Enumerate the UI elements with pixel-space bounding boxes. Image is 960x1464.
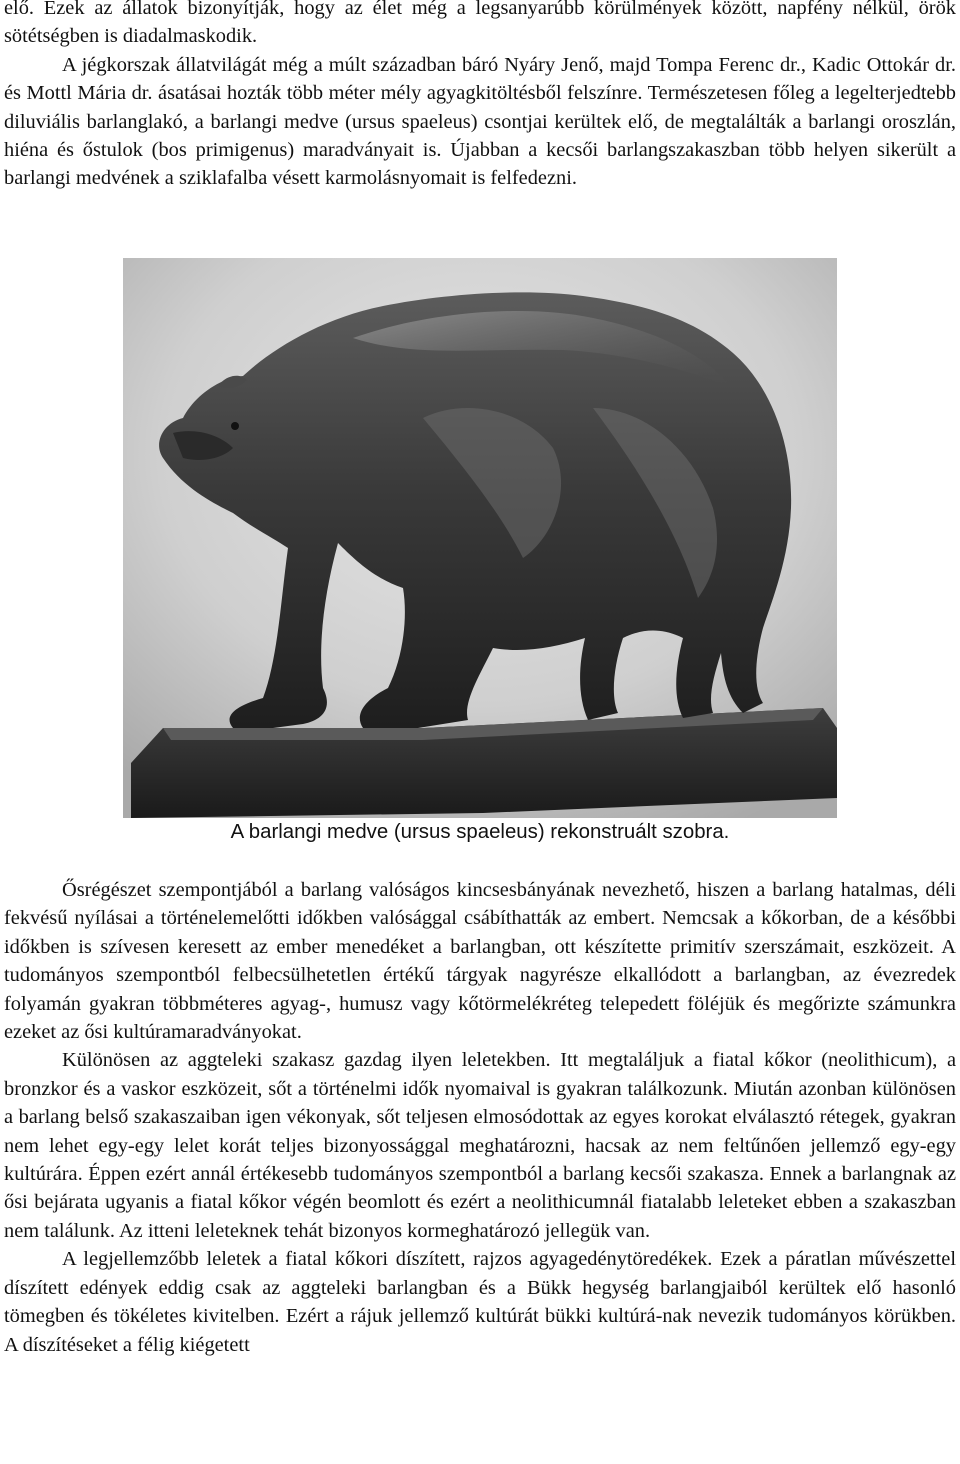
paragraph-continuation: elő. Ezek az állatok bizonyítják, hogy az élet még a legsanyarúbb körülmények között, napfény nélkül, örök sötétségben is diadalmaskodik. bbox=[4, 0, 956, 48]
paragraph-aggtelek-section: Különösen az aggteleki szakasz gazdag ilyen leletekben. Itt megtaláljuk a fiatal kőkor (neolithicum), a bronzkor és a vaskor eszközeit, sőt a történelmi idők nyomaival is gyakran találkozunk. Miután azonban különösen a barlang belső szakaszaiban igen vékonyak, sőt teljesen elmosódottak az egyes korokat elválasztó rétegek, gyakran nem lehet egy-egy lelet korát teljes bizonyossággal meghatározni, hacsak az nem feltűnően jellemző egy-egy kultúrára. Éppen ezért annál értékesebb tudományos szempontból a barlang kecsői szakasza. Ennek a barlangnak az ősi bejárata ugyanis a fiatal kőkor végén beomlott és ezért a neolithicumnál fiatalabb leleteket ebben a szakaszban nem találunk. Az itteni leleteknek tehát bizonyos kormeghatározó jellegük van. bbox=[4, 1049, 956, 1242]
paragraph-pottery: A legjellemzőbb leletek a fiatal kőkori díszített, rajzos agyagedénytöredékek. Ezek a páratlan művészettel díszített edények eddig csak az aggteleki barlangban és a Bükk hegység barlangjaiból kerültek elő hasonló tömegben és tökéletes kivitelben. Ezért a rájuk jellemző kultúrát bükki kultúrá-nak nevezik tudományos körükben. A díszítéseket a félig kiégetett bbox=[4, 1248, 956, 1356]
top-text-block bbox=[4, 0, 956, 193]
bear-sculpture-icon bbox=[123, 258, 837, 818]
paragraph-archaeology: Ősrégészet szempontjából a barlang valóságos kincsesbányának nevezhető, hiszen a barlang hatalmas, déli fekvésű nyílásai a történelemelőtti időkben valósággal csábíthatták az embert. Nemcsak a kőkorban, de a későbbi időkben is szívesen keresett az ember menedéket a barlangban, ott készítette primitív szerszámait, eszközeit. A tudományos szempontból felbecsülhetetlen értékű tárgyak nagyrésze elkallódott a barlangban, az évezredek folyamán gyakran többméteres agyag-, humusz vagy kőtörmelékréteg telepedett föléjük és megőrizte számunkra ezeket az ősi kultúramaradványokat. bbox=[4, 879, 956, 1044]
paragraph-ice-age-fauna: A jégkorszak állatvilágát még a múlt században báró Nyáry Jenő, majd Tompa Ferenc dr., Kadic Ottokár dr. és Mottl Mária dr. ásatásai hozták több méter mély agyagkitöltésből felszínre. Természetesen főleg a legelterjedtebb diluviális barlanglakó, a barlangi medve (ursus spaeleus) csontjai kerültek elő, de megtalálták a barlangi oroszlán, hiéna és őstulok (bos primigenus) maradványait is. Újabban a kecsői barlangszakaszban több helyen sikerült a barlangi medvének a sziklafalba vésett karmolásnyomait is felfedezni. bbox=[4, 53, 956, 190]
bear-sculpture-photo bbox=[123, 258, 837, 818]
figure-caption: A barlangi medve (ursus spaeleus) rekonstruált szobra. bbox=[230, 821, 730, 843]
bottom-text-block bbox=[4, 876, 956, 1359]
